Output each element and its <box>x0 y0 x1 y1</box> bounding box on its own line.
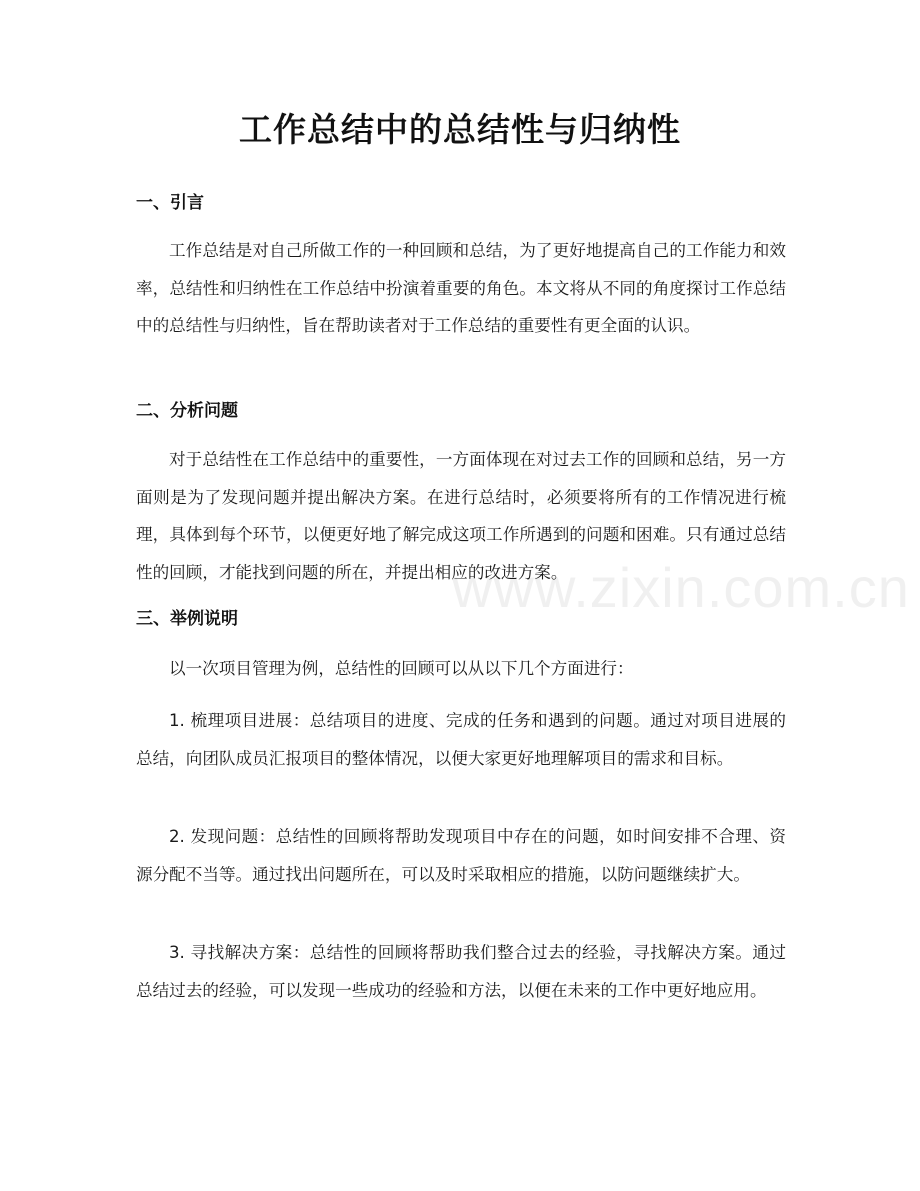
list-item-solutions: 3. 寻找解决方案：总结性的回顾将帮助我们整合过去的经验，寻找解决方案。通过总结过去的经验，可以发现一些成功的经验和方法，以便在未来的工作中更好地应用。 <box>136 943 786 1000</box>
paragraph-analysis: 对于总结性在工作总结中的重要性，一方面体现在对过去工作的回顾和总结，另一方面则是为了发现问题并提出解决方案。在进行总结时，必须要将所有的工作情况进行梳理，具体到每个环节，以便更好地了解完成这项工作所遇到的问题和困难。只有通过总结性的回顾，才能找到问题的所在，并提出相应的改进方案。 <box>136 450 786 582</box>
section-heading-example: 三、举例说明 <box>136 609 238 629</box>
paragraph-example-intro: 以一次项目管理为例，总结性的回顾可以从以下几个方面进行： <box>169 659 634 678</box>
watermark: www.zixin.com.cn <box>452 556 910 619</box>
section-heading-analysis: 二、分析问题 <box>136 401 238 421</box>
document-title: 工作总结中的总结性与归纳性 <box>239 110 681 149</box>
paragraph-introduction: 工作总结是对自己所做工作的一种回顾和总结，为了更好地提高自己的工作能力和效率，总结性和归纳性在工作总结中扮演着重要的角色。本文将从不同的角度探讨工作总结中的总结性与归纳性，旨在帮助读者对于工作总结的重要性有更全面的认识。 <box>136 241 786 335</box>
list-item-progress: 1. 梳理项目进展：总结项目的进度、完成的任务和遇到的问题。通过对项目进展的总结，向团队成员汇报项目的整体情况，以便大家更好地理解项目的需求和目标。 <box>136 711 786 768</box>
section-heading-introduction: 一、引言 <box>136 193 204 213</box>
list-item-problems: 2. 发现问题：总结性的回顾将帮助发现项目中存在的问题，如时间安排不合理、资源分配不当等。通过找出问题所在，可以及时采取相应的措施，以防问题继续扩大。 <box>136 827 786 884</box>
